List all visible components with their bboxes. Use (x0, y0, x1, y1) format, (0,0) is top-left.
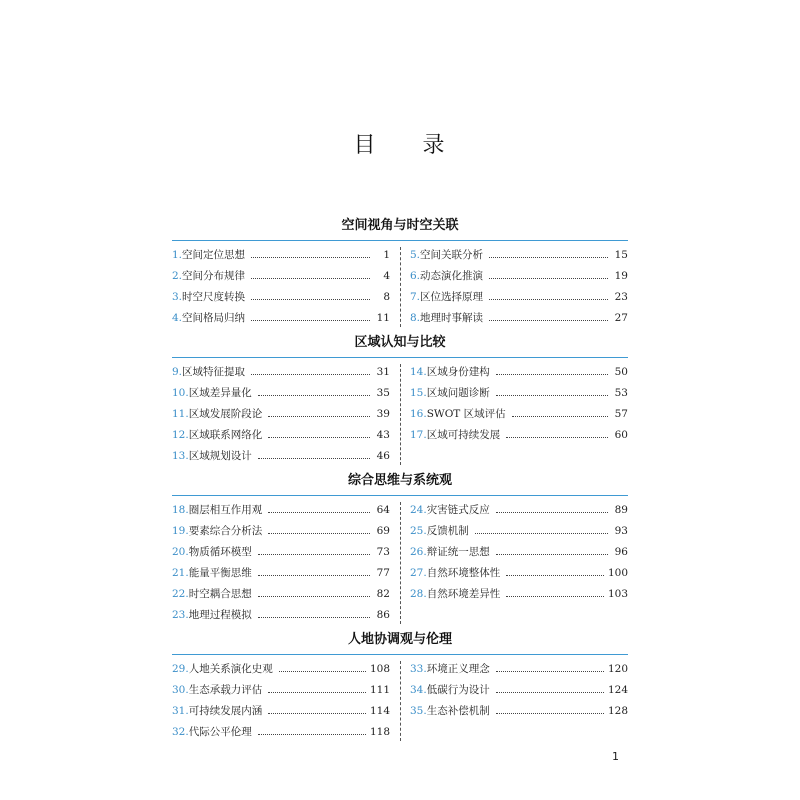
entry-number: 8. (410, 312, 421, 324)
entry-title: 区位选择原理 (420, 291, 484, 303)
entry-page: 120 (607, 663, 628, 675)
section-title: 区域认知与比较 (354, 335, 446, 350)
entry-number: 14. (410, 366, 427, 378)
entry-title: 可持续发展内涵 (188, 705, 263, 717)
entry-title: 环境正义理念 (426, 663, 490, 675)
entry-number: 3. (172, 291, 183, 303)
toc-entry[interactable] (172, 446, 390, 467)
toc-column-right (410, 500, 628, 605)
toc-entry[interactable] (172, 680, 390, 701)
dot-leader (496, 373, 608, 375)
toc-entry[interactable] (172, 383, 390, 404)
dot-leader (258, 574, 370, 576)
toc-entry[interactable] (410, 362, 628, 383)
dot-leader (258, 616, 370, 618)
dot-leader (506, 574, 604, 576)
dot-leader (496, 511, 608, 513)
entry-page: 50 (614, 366, 628, 378)
entry-page: 39 (376, 408, 390, 420)
entry-page: 100 (607, 567, 628, 579)
entry-title: 时空耦合思想 (188, 588, 252, 600)
toc-entry[interactable] (172, 287, 390, 308)
entry-title: 区域问题诊断 (426, 387, 490, 399)
entry-number: 25. (410, 525, 427, 537)
entry-number: 1. (172, 249, 183, 261)
dot-leader (489, 298, 608, 300)
dot-leader (489, 319, 608, 321)
entry-number: 10. (172, 387, 189, 399)
dot-leader (489, 256, 608, 258)
entry-number: 24. (410, 504, 427, 516)
toc-entry[interactable] (410, 659, 628, 680)
entry-page: 103 (607, 588, 628, 600)
dot-leader (506, 436, 608, 438)
entry-number: 22. (172, 588, 189, 600)
entry-columns (172, 362, 628, 467)
dot-leader (251, 277, 370, 279)
toc-entry[interactable] (172, 659, 390, 680)
toc-entry[interactable] (410, 404, 628, 425)
toc-entry[interactable] (172, 521, 390, 542)
column-divider (400, 364, 401, 465)
entry-number: 28. (410, 588, 427, 600)
entry-number: 18. (172, 504, 189, 516)
entry-number: 35. (410, 705, 427, 717)
toc-column-right (410, 245, 628, 329)
entry-title: 区域可持续发展 (426, 429, 501, 441)
entry-title: 空间分布规律 (182, 270, 246, 282)
entry-page: 118 (369, 726, 390, 738)
dot-leader (475, 532, 608, 534)
toc-entry[interactable] (172, 308, 390, 329)
toc-entry[interactable] (172, 404, 390, 425)
dot-leader (496, 712, 604, 714)
entry-title: 区域差异量化 (188, 387, 252, 399)
entry-number: 30. (172, 684, 189, 696)
entry-page: 57 (614, 408, 628, 420)
toc-entry[interactable] (172, 500, 390, 521)
toc-entry[interactable] (410, 680, 628, 701)
dot-leader (496, 394, 608, 396)
entry-title: 区域身份建构 (426, 366, 490, 378)
entry-title: 地理过程模拟 (188, 609, 252, 621)
entry-number: 34. (410, 684, 427, 696)
dot-leader (489, 277, 608, 279)
entry-number: 11. (172, 408, 189, 420)
toc-entry[interactable] (410, 521, 628, 542)
toc-entry[interactable] (172, 266, 390, 287)
toc-column-left (172, 659, 390, 743)
entry-page: 11 (376, 312, 390, 324)
entry-page: 111 (369, 684, 390, 696)
entry-page: 23 (614, 291, 628, 303)
entry-page: 73 (376, 546, 390, 558)
entry-number: 5. (410, 249, 421, 261)
page-number: 1 (612, 750, 619, 763)
dot-leader (258, 553, 370, 555)
entry-title: 动态演化推演 (420, 270, 484, 282)
entry-columns (172, 659, 628, 743)
entry-title: 反馈机制 (426, 525, 469, 537)
toc-column-left (172, 362, 390, 467)
page-title: 目 录 (353, 133, 465, 158)
entry-title: 区域联系网络化 (188, 429, 263, 441)
dot-leader (496, 670, 604, 672)
dot-leader (268, 511, 370, 513)
entry-title: 人地关系演化史观 (188, 663, 273, 675)
dot-leader (506, 595, 604, 597)
entry-page: 19 (614, 270, 628, 282)
entry-title: 空间格局归纳 (182, 312, 246, 324)
toc-column-left (172, 245, 390, 329)
entry-page: 27 (614, 312, 628, 324)
toc-section (172, 334, 628, 467)
entry-number: 31. (172, 705, 189, 717)
section-title: 空间视角与时空关联 (341, 218, 459, 233)
entry-number: 7. (410, 291, 421, 303)
dot-leader (268, 691, 366, 693)
entry-number: 32. (172, 726, 189, 738)
toc-entry[interactable] (410, 500, 628, 521)
dot-leader (279, 670, 366, 672)
dot-leader (251, 298, 370, 300)
toc-entry[interactable] (410, 701, 628, 722)
entry-page: 128 (607, 705, 628, 717)
toc-entry[interactable] (410, 542, 628, 563)
entry-title: 代际公平伦理 (188, 726, 252, 738)
column-divider (400, 502, 401, 624)
toc-entry[interactable] (172, 605, 390, 626)
entry-number: 16. (410, 408, 427, 420)
entry-number: 33. (410, 663, 427, 675)
entry-page: 15 (614, 249, 628, 261)
section-rule (172, 240, 628, 241)
toc-entry[interactable] (410, 383, 628, 404)
dot-leader (512, 415, 608, 417)
entry-page: 8 (383, 291, 390, 303)
column-divider (400, 247, 401, 327)
entry-page: 1 (383, 249, 390, 261)
entry-number: 12. (172, 429, 189, 441)
entry-title: 自然环境整体性 (426, 567, 501, 579)
section-rule (172, 495, 628, 496)
entry-page: 46 (376, 450, 390, 462)
dot-leader (268, 712, 366, 714)
toc-entry[interactable] (410, 245, 628, 266)
entry-title: 时空尺度转换 (182, 291, 246, 303)
toc-entry[interactable] (172, 701, 390, 722)
toc-entry[interactable] (172, 584, 390, 605)
section-title: 综合思维与系统观 (347, 473, 452, 488)
dot-leader (496, 691, 604, 693)
entry-number: 21. (172, 567, 189, 579)
entry-page: 93 (614, 525, 628, 537)
entry-title: 区域特征提取 (182, 366, 246, 378)
entry-number: 26. (410, 546, 427, 558)
toc-section (172, 631, 628, 743)
entry-page: 4 (383, 270, 390, 282)
entry-number: 19. (172, 525, 189, 537)
toc-entry[interactable] (410, 425, 628, 446)
entry-page: 124 (607, 684, 628, 696)
entry-page: 89 (614, 504, 628, 516)
entry-page: 60 (614, 429, 628, 441)
dot-leader (251, 373, 370, 375)
entry-page: 96 (614, 546, 628, 558)
entry-number: 4. (172, 312, 183, 324)
entry-page: 43 (376, 429, 390, 441)
dot-leader (268, 436, 370, 438)
entry-page: 114 (369, 705, 390, 717)
toc-entry[interactable] (410, 563, 628, 584)
dot-leader (258, 394, 370, 396)
toc-entry[interactable] (172, 722, 390, 743)
entry-page: 64 (376, 504, 390, 516)
toc-entry[interactable] (172, 362, 390, 383)
toc-entry[interactable] (172, 245, 390, 266)
toc-column-left (172, 500, 390, 626)
dot-leader (258, 457, 370, 459)
dot-leader (251, 256, 370, 258)
entry-page: 35 (376, 387, 390, 399)
toc-section (172, 472, 628, 626)
entry-page: 31 (376, 366, 390, 378)
toc-entry[interactable] (410, 266, 628, 287)
entry-number: 15. (410, 387, 427, 399)
entry-title: 空间关联分析 (420, 249, 484, 261)
toc-entry[interactable] (172, 563, 390, 584)
entry-number: 6. (410, 270, 421, 282)
entry-page: 86 (376, 609, 390, 621)
section-rule (172, 357, 628, 358)
entry-title: SWOT 区域评估 (426, 408, 506, 420)
section-title: 人地协调观与伦理 (347, 632, 452, 647)
entry-title: 生态承载力评估 (188, 684, 263, 696)
entry-page: 53 (614, 387, 628, 399)
entry-number: 13. (172, 450, 189, 462)
entry-columns (172, 500, 628, 626)
entry-number: 29. (172, 663, 189, 675)
entry-number: 17. (410, 429, 427, 441)
entry-page: 77 (376, 567, 390, 579)
toc-section (172, 217, 628, 329)
entry-title: 低碳行为设计 (426, 684, 490, 696)
section-rule (172, 654, 628, 655)
entry-title: 空间定位思想 (182, 249, 246, 261)
dot-leader (258, 733, 366, 735)
toc-column-right (410, 659, 628, 722)
entry-title: 自然环境差异性 (426, 588, 501, 600)
toc-entry[interactable] (410, 287, 628, 308)
entry-number: 2. (172, 270, 183, 282)
entry-title: 要素综合分析法 (188, 525, 263, 537)
entry-title: 能量平衡思维 (188, 567, 252, 579)
dot-leader (268, 415, 370, 417)
entry-title: 辩证统一思想 (426, 546, 490, 558)
toc-entry[interactable] (410, 308, 628, 329)
entry-title: 地理时事解读 (420, 312, 484, 324)
entry-page: 108 (369, 663, 390, 675)
column-divider (400, 661, 401, 741)
entry-title: 生态补偿机制 (426, 705, 490, 717)
dot-leader (258, 595, 370, 597)
entry-number: 23. (172, 609, 189, 621)
entry-title: 物质循环模型 (188, 546, 252, 558)
entry-title: 灾害链式反应 (426, 504, 490, 516)
toc-entry[interactable] (172, 425, 390, 446)
entry-page: 69 (376, 525, 390, 537)
dot-leader (268, 532, 370, 534)
toc-column-right (410, 362, 628, 446)
entry-title: 圈层相互作用观 (188, 504, 263, 516)
toc-entry[interactable] (410, 584, 628, 605)
dot-leader (496, 553, 608, 555)
dot-leader (251, 319, 370, 321)
entry-number: 27. (410, 567, 427, 579)
entry-columns (172, 245, 628, 329)
entry-number: 20. (172, 546, 189, 558)
entry-number: 9. (172, 366, 183, 378)
entry-title: 区域发展阶段论 (188, 408, 263, 420)
entry-page: 82 (376, 588, 390, 600)
toc-entry[interactable] (172, 542, 390, 563)
entry-title: 区域规划设计 (188, 450, 252, 462)
